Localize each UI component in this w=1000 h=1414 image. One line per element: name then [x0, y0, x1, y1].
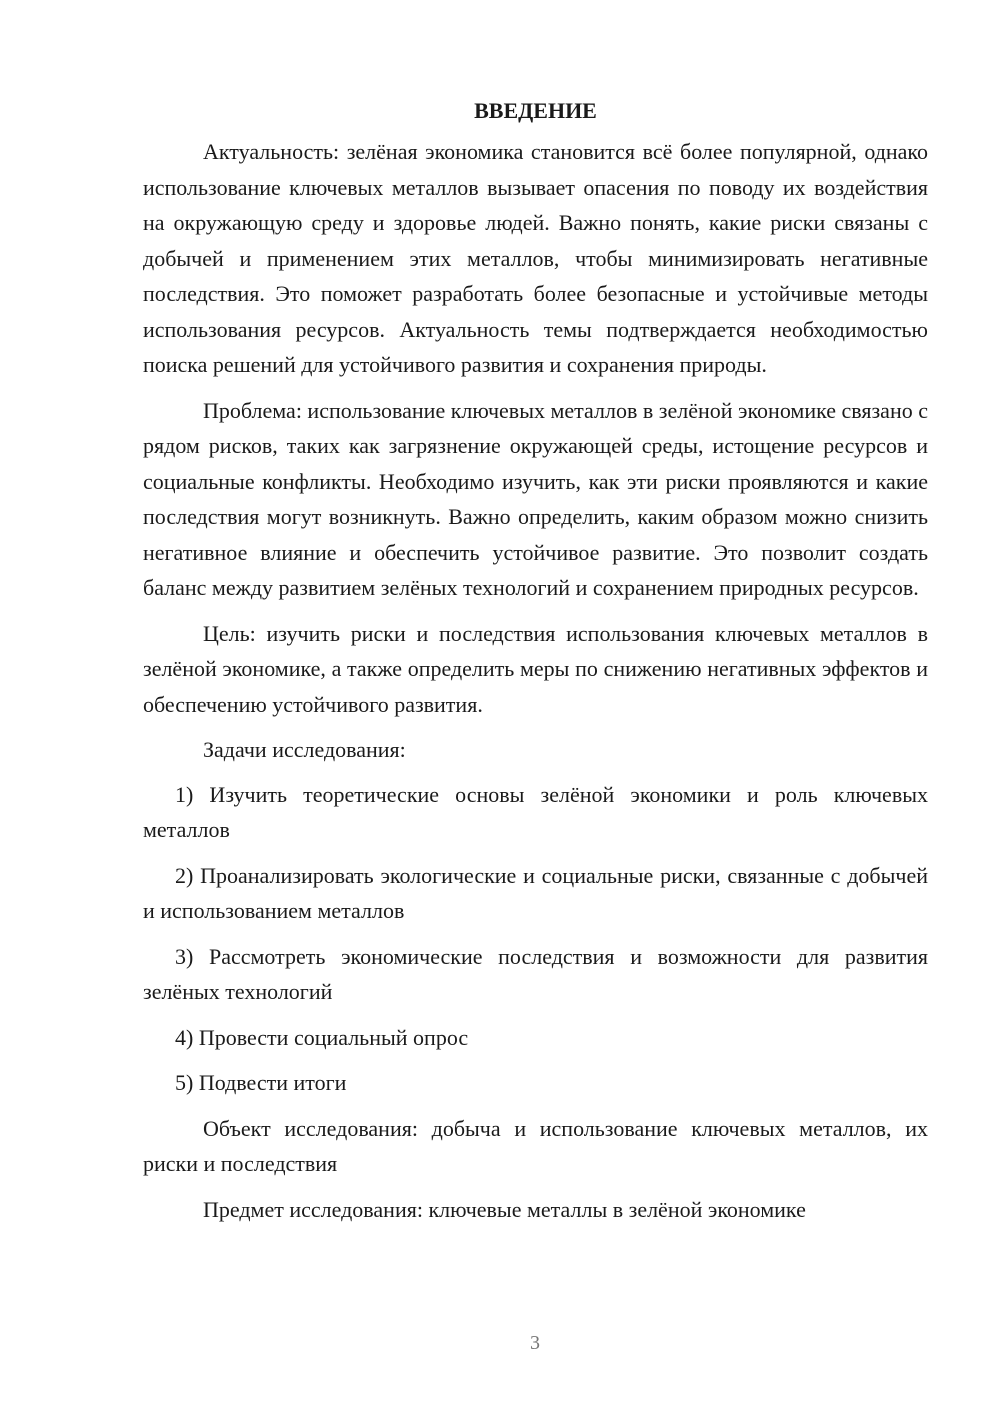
object-paragraph: Объект исследования: добыча и использование ключевых металлов, их риски и последствия — [143, 1115, 928, 1176]
page-content — [143, 96, 928, 1237]
problem-paragraph: Проблема: использование ключевых металлов в зелёной экономике связано с рядом рисков, таких как загрязнение окружающей среды, истощение ресурсов и социальные конфликты. Необходимо изучить, как эти риски проявляются и какие последствия могут возникнуть. Важно определить, каким образом можно снизить негативное влияние и обеспечить устойчивое развитие. Это позволит создать баланс между развитием зелёных технологий и сохранением природных ресурсов. — [143, 397, 928, 600]
tasks-list — [143, 777, 928, 1101]
page-title: ВВЕДЕНИЕ — [474, 98, 597, 123]
task-item-5: 5) Подвести итоги — [175, 1070, 347, 1095]
task-item-2: 2) Проанализировать экологические и социальные риски, связанные с добычей и использованием металлов — [143, 862, 928, 923]
subject-paragraph: Предмет исследования: ключевые металлы в зелёной экономике — [203, 1196, 806, 1222]
task-item-3: 3) Рассмотреть экономические последствия и возможности для развития зелёных технологий — [143, 943, 928, 1004]
tasks-title: Задачи исследования: — [203, 737, 406, 762]
goal-paragraph: Цель: изучить риски и последствия использования ключевых металлов в зелёной экономике, а также определить меры по снижению негативных эффектов и обеспечению устойчивого развития. — [143, 620, 928, 717]
task-item-4: 4) Провести социальный опрос — [175, 1024, 469, 1050]
task-item-1: 1) Изучить теоретические основы зелёной экономики и роль ключевых металлов — [143, 781, 928, 842]
page-number: 3 — [530, 1332, 540, 1354]
relevance-paragraph: Актуальность: зелёная экономика становится всё более популярной, однако использование ключевых металлов вызывает опасения по поводу их воздействия на окружающую среду и здоровье людей. Важно понять, какие риски связаны с добычей и применением этих металлов, чтобы минимизировать негативные последствия. Это поможет разработать более безопасные и устойчивые методы использования ресурсов. Актуальность темы подтверждается необходимостью поиска решений для устойчивого развития и сохранения природы. — [143, 139, 928, 377]
